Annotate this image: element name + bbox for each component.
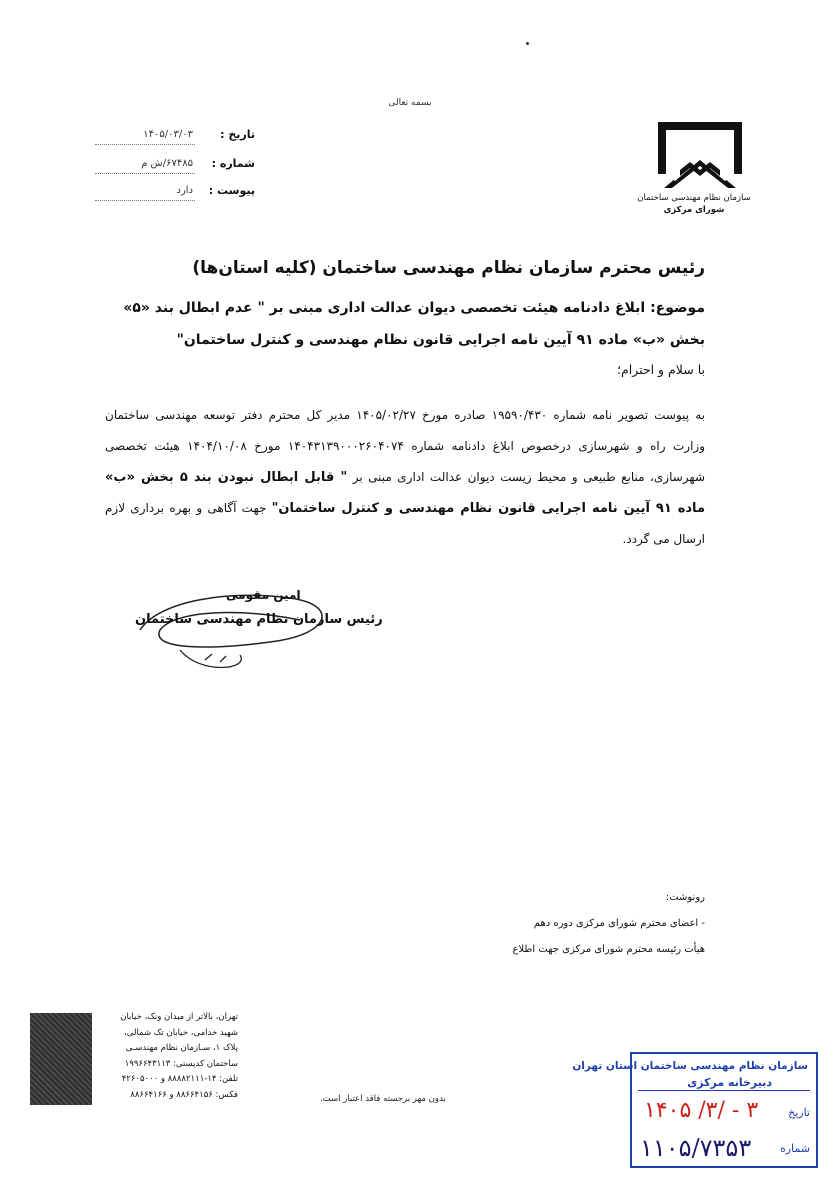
logo-caption-line1: سازمان نظام مهندسی ساختمان — [637, 193, 751, 203]
attachment-value: دارد — [176, 185, 193, 196]
stamp-number-value: ۱۱۰۵/۷۳۵۳ — [640, 1134, 752, 1162]
stamp-date-label: تاریخ — [788, 1106, 810, 1119]
address-line: تهران، بالاتر از میدان ونک، خیابان — [120, 1012, 238, 1022]
validity-footnote: بدون مهر برجسته فاقد اعتبار است. — [320, 1094, 446, 1104]
body-text-part2: جهت آگاهی و بهره برداری لازم ارسال می گردد. — [105, 501, 705, 546]
date-label: تاریخ : — [220, 128, 255, 141]
date-value: ۱۴۰۵/۰۳/۰۳ — [143, 129, 193, 140]
registry-stamp — [572, 1052, 818, 1168]
stamp-date-value: ۱۴۰۵ /۳/ - ۳ — [644, 1098, 759, 1123]
number-field — [95, 157, 255, 171]
number-label: شماره : — [211, 157, 255, 170]
greeting: با سلام و احترام؛ — [617, 362, 705, 377]
number-value: ۶۷۴۸۵/ش م — [141, 158, 193, 169]
cc-item: هیأت رئیسه محترم شورای مرکزی جهت اطلاع — [512, 944, 705, 955]
attachment-field — [95, 184, 255, 198]
scan-speck — [526, 42, 529, 45]
signer-title: رئیس سازمان نظام مهندسی ساختمان — [135, 612, 383, 627]
address-line: پلاک ۱، سـازمان نظام مهندسـی — [125, 1043, 238, 1053]
body-text-bold: " قابل ابطال نبودن بند ۵ بخش «ب» ماده ۹۱ آیین نامه اجرایی قانون نظام مهندسی و کنترل ساختمان" — [105, 470, 705, 516]
cc-item: - اعضای محترم شورای مرکزی دوره دهم — [533, 918, 705, 929]
addressee: رئیس محترم سازمان نظام مهندسی ساختمان (کلیه استان‌ها) — [192, 258, 705, 278]
signer-name: امین مقومی — [226, 588, 301, 602]
body-text-part1: به پیوست تصویر نامه شماره ۱۹۵۹۰/۴۳۰ صادره مورخ ۱۴۰۵/۰۲/۲۷ مدیر کل محترم دفتر توسعه مهندسی ساختمان وزارت راه و شهرسازی درخصوص ابلاغ دادنامه شماره ۱۴۰۴۳۱۳۹۰۰۰۲۶۰۴۰۷۴ مورخ ۱۴۰۴/۱۰/۰۸ هیئت تخصصی شهرسازی، منابع طبیعی و محیط زیست دیوان عدالت اداری مبنی بر — [105, 408, 706, 484]
stamp-subtitle: دبیرخانه مرکزی — [687, 1076, 772, 1089]
footer-address — [98, 1010, 238, 1103]
address-line: شهید خدامی، خیابان تک شمالی، — [124, 1027, 238, 1038]
carbon-copy-list — [512, 885, 705, 963]
address-line: ساختمان کدپستی: ۱۹۹۶۶۴۳۱۱۳ — [124, 1058, 238, 1069]
footer-qr-block — [30, 1013, 92, 1105]
attachment-dotted-line — [95, 200, 195, 201]
attachment-label: پیوست : — [208, 184, 255, 197]
stamp-divider — [638, 1090, 810, 1091]
stamp-number-label: شماره — [779, 1142, 810, 1155]
logo-caption-line2: شورای مرکزی — [663, 205, 725, 215]
date-field — [95, 128, 255, 142]
stamp-title: سازمان نظام مهندسی ساختمان استان تهران — [572, 1060, 808, 1072]
address-line: تلفن: ۱۴-۸۸۸۸۲۱۱۱ و ۴۲۶۰۵۰۰۰ — [121, 1074, 238, 1084]
cc-heading: رونوشت: — [665, 892, 705, 903]
subject-line: موضوع: ابلاغ دادنامه هیئت تخصصی دیوان عدالت اداری مبنی بر " عدم ابطال بند «۵» بخش «ب» ماده ۹۱ آیین نامه اجرایی قانون نظام مهندسی و کنترل ساختمان" — [123, 300, 705, 348]
logo-caption — [630, 192, 758, 216]
number-dotted-line — [95, 173, 195, 174]
date-dotted-line — [95, 144, 195, 145]
address-line: فکس: ۸۸۶۶۴۱۵۶ و ۸۸۶۶۴۱۶۶ — [130, 1089, 238, 1100]
letter-body — [105, 400, 705, 555]
basmala-heading: بسمه تعالی — [388, 98, 432, 108]
